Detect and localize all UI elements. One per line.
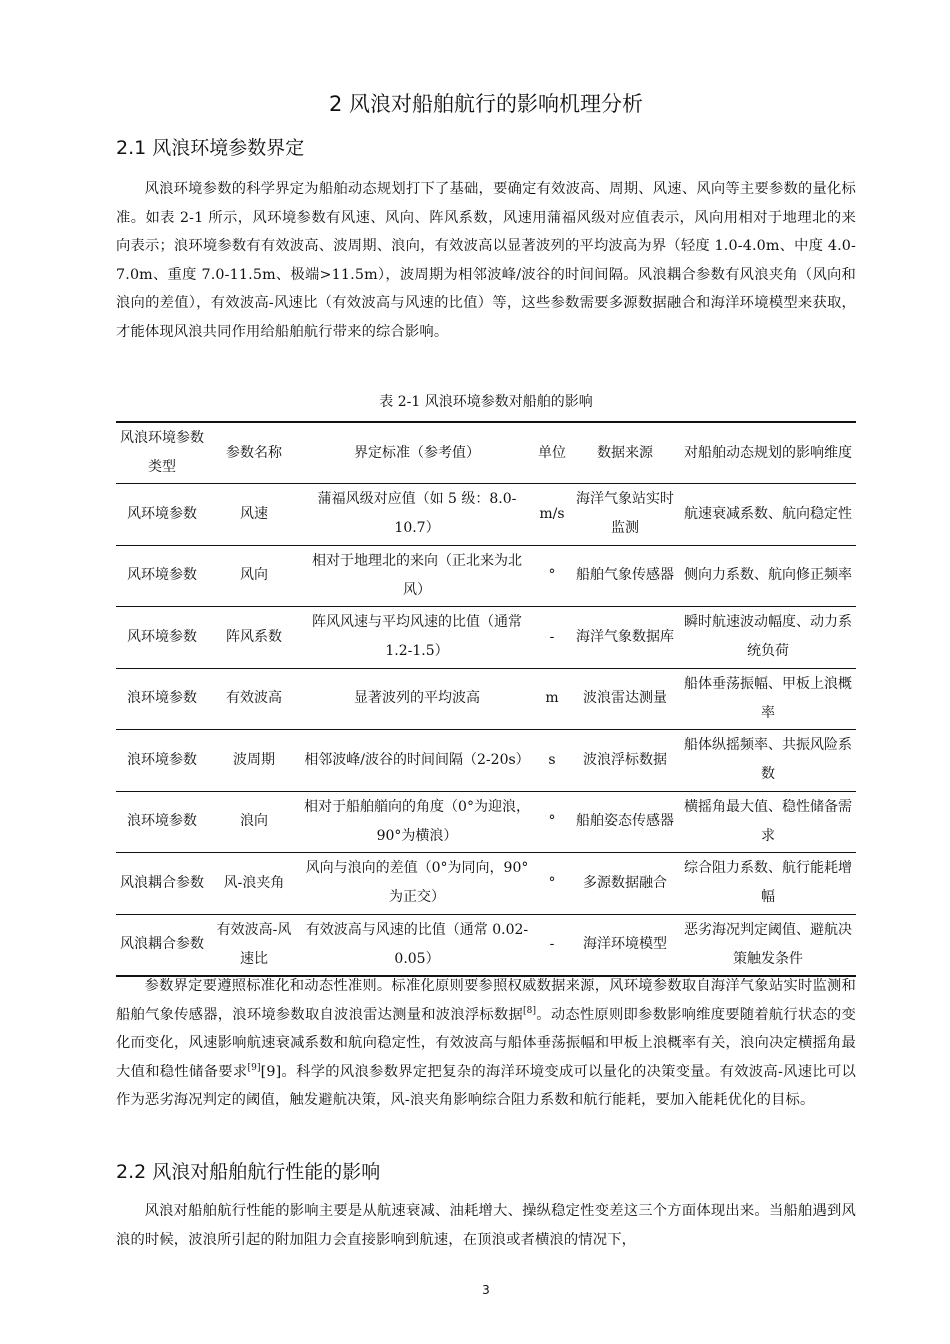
table-header-row — [116, 422, 856, 484]
table-row — [116, 668, 856, 730]
cell-source: 波浪雷达测量 — [583, 690, 667, 707]
header-unit: 单位 — [538, 444, 566, 461]
table-row — [116, 853, 856, 915]
cell-type: 浪环境参数 — [127, 751, 197, 768]
cell-standard: 相对于船舶艏向的角度（0°为迎浪，90°为横浪） — [304, 798, 530, 844]
table-row — [116, 914, 856, 976]
criteria-text-3: [9]。科学的风浪参数界定把复杂的海洋环境变成可以量化的决策变量。有效波高-风速比可以作为恶劣海况判定的阈值，触发避航决策，风-浪夹角影响综合阻力系数和航行能耗，要加入能耗优化的目标。 — [116, 1063, 856, 1109]
table-row — [116, 545, 856, 607]
parameter-table — [116, 421, 856, 977]
header-type: 风浪环境参数类型 — [120, 430, 204, 475]
cell-type: 风环境参数 — [127, 505, 197, 522]
cell-unit: - — [549, 628, 555, 645]
page-number: 3 — [482, 1283, 490, 1297]
section-title-2-1: 2.1 风浪环境参数界定 — [116, 137, 305, 159]
cell-type: 风环境参数 — [127, 628, 197, 645]
cell-source: 船舶气象传感器 — [576, 567, 674, 584]
cell-unit: ° — [548, 813, 556, 830]
cell-source: 海洋气象数据库 — [576, 628, 674, 645]
criteria-paragraph — [116, 972, 856, 1115]
header-source: 数据来源 — [597, 444, 653, 461]
cell-source: 海洋环境模型 — [583, 936, 667, 952]
cell-unit: s — [548, 751, 556, 768]
table-row — [116, 791, 856, 853]
cell-source: 海洋气象站实时监测 — [576, 491, 674, 537]
cell-impact: 船体垂荡振幅、甲板上浪概率 — [684, 675, 852, 721]
cell-source: 波浪浮标数据 — [583, 751, 667, 768]
cell-unit: ° — [548, 567, 556, 584]
cell-standard: 蒲福风级对应值（如 5 级：8.0-10.7） — [317, 491, 517, 537]
cell-source: 多源数据融合 — [583, 874, 667, 891]
cell-unit: m — [545, 690, 559, 707]
cell-name: 风-浪夹角 — [223, 874, 285, 891]
header-impact: 对船舶动态规划的影响维度 — [684, 444, 852, 461]
citation-ref: [8] — [523, 1005, 537, 1016]
table-row — [116, 607, 856, 669]
cell-impact: 综合阻力系数、航行能耗增幅 — [684, 860, 852, 906]
header-name: 参数名称 — [226, 444, 282, 461]
cell-type: 浪环境参数 — [127, 813, 197, 830]
cell-unit: ° — [548, 874, 556, 891]
citation-ref: [9] — [247, 1063, 261, 1074]
header-standard: 界定标准（参考值） — [354, 444, 480, 461]
cell-type: 浪环境参数 — [127, 690, 197, 707]
cell-impact: 瞬时航速波动幅度、动力系统负荷 — [684, 614, 852, 660]
cell-source: 船舶姿态传感器 — [576, 813, 674, 830]
cell-name: 浪向 — [240, 813, 268, 830]
section-title-2-2: 2.2 风浪对船舶航行性能的影响 — [116, 1161, 381, 1183]
cell-standard: 阵风风速与平均风速的比值（通常 1.2-1.5） — [312, 614, 522, 660]
cell-name: 有效波高 — [226, 690, 282, 707]
cell-unit: - — [549, 936, 555, 952]
cell-type: 风浪耦合参数 — [120, 874, 204, 891]
cell-impact: 航速衰减系数、航向稳定性 — [684, 505, 852, 522]
cell-name: 阵风系数 — [226, 628, 282, 645]
criteria-text-1: 参数界定要遵照标准化和动态性准则。标准化原则要参照权威数据来源，风环境参数取自海洋气象站实时监测和船舶气象传感器，浪环境参数取自波浪雷达测量和波浪浮标数据 — [116, 978, 856, 1023]
cell-name: 风速 — [240, 505, 268, 522]
table-caption: 表 2-1 风浪环境参数对船舶的影响 — [379, 394, 593, 410]
criteria-text-2: 。动态性原则即参数影响维度要随着航行状态的变化而变化，风速影响航速衰减系数和航向稳定性，有效波高与船体垂荡振幅和甲板上浪概率有关，浪向决定横摇角最大值和稳性储备要求 — [116, 1006, 856, 1080]
section-2-2-paragraph: 风浪对船舶航行性能的影响主要是从航速衰减、油耗增大、操纵稳定性变差这三个方面体现出来。当船舶遇到风浪的时候，波浪所引起的附加阻力会直接影响到航速，在顶浪或者横浪的情况下， — [116, 1203, 856, 1248]
cell-name: 波周期 — [233, 751, 275, 768]
section-2-1-paragraph: 风浪环境参数的科学界定为船舶动态规划打下了基础，要确定有效波高、周期、风速、风向等主要参数的量化标准。如表 2-1 所示，风环境参数有风速、风向、阵风系数，风速用蒲福风级对应值表示，风向用相对于地理北的来向表示；浪环境参数有有效波高、波周期、浪向，有效波高以显著波列的平均波高为界（轻度 1.0-4.0m、中度 4.0-7.0m、重度 7.0-11.5m、极端>11.5m），波周期为相邻波峰/波谷的时间间隔。风浪耦合参数有风浪夹角（风向和浪向的差值），有效波高-风速比（有效波高与风速的比值）等，这些参数需要多源数据融合和海洋环境模型来获取，才能体现风浪共同作用给船舶航行带来的综合影响。 — [116, 181, 856, 340]
cell-type: 风环境参数 — [127, 567, 197, 584]
cell-impact: 横摇角最大值、稳性储备需求 — [684, 798, 852, 844]
cell-standard: 显著波列的平均波高 — [354, 690, 480, 707]
table-row — [116, 484, 856, 546]
cell-standard: 相对于地理北的来向（正北来为北风） — [312, 552, 522, 598]
cell-impact: 侧向力系数、航向修正频率 — [684, 567, 852, 584]
cell-impact: 船体纵摇频率、共振风险系数 — [684, 737, 852, 783]
cell-name: 有效波高-风速比 — [216, 921, 292, 967]
table-row — [116, 730, 856, 792]
cell-standard: 风向与浪向的差值（0°为同向，90°为正交） — [305, 860, 529, 906]
cell-unit: m/s — [539, 505, 565, 522]
cell-impact: 恶劣海况判定阈值、避航决策触发条件 — [684, 921, 852, 967]
cell-standard: 有效波高与风速的比值（通常 0.02-0.05） — [305, 921, 529, 967]
chapter-title: 2 风浪对船舶航行的影响机理分析 — [328, 92, 644, 116]
cell-type: 风浪耦合参数 — [120, 936, 204, 952]
cell-name: 风向 — [240, 567, 268, 584]
cell-standard: 相邻波峰/波谷的时间间隔（2-20s） — [304, 751, 530, 768]
